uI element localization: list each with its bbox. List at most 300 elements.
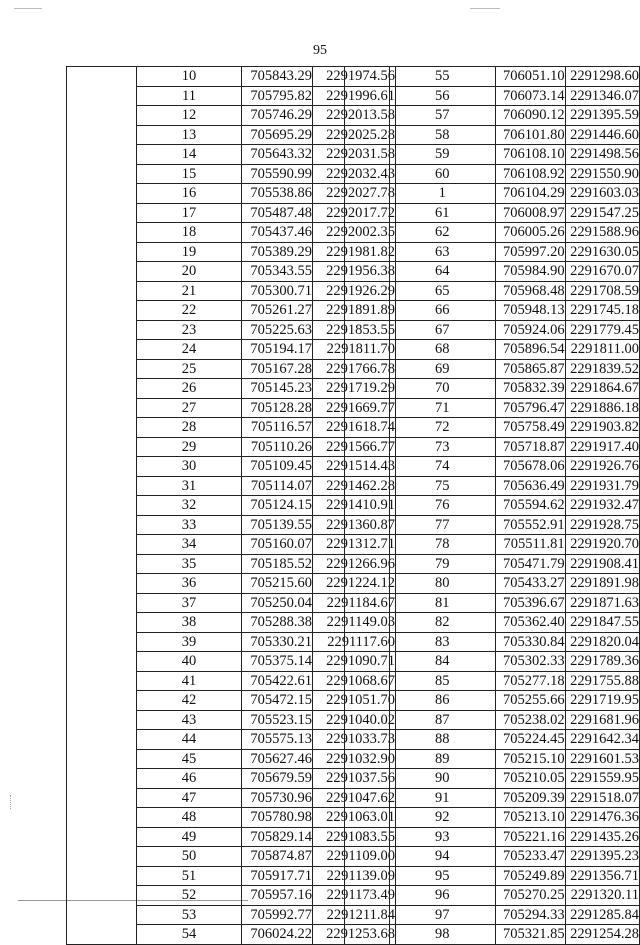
y-coordinate-cell: 2291908.41 — [565, 554, 639, 574]
x-coordinate-cell: 705233.47 — [495, 847, 565, 867]
point-number-cell: 78 — [389, 535, 495, 555]
point-number-cell: 22 — [137, 301, 242, 321]
x-coordinate-cell: 705116.57 — [242, 418, 313, 438]
y-coordinate-cell: 2291956.38 — [313, 262, 396, 282]
y-coordinate-cell: 2291083.55 — [313, 827, 396, 847]
y-coordinate-cell: 2291931.79 — [565, 476, 639, 496]
y-coordinate-cell: 2291886.18 — [565, 398, 639, 418]
scan-edge-mark — [470, 8, 500, 9]
table-row — [345, 281, 640, 301]
point-number-cell: 31 — [137, 476, 242, 496]
y-coordinate-cell: 2291588.96 — [565, 223, 639, 243]
x-coordinate-cell: 705575.13 — [242, 730, 313, 750]
y-coordinate-cell: 2291891.98 — [565, 574, 639, 594]
table-row — [345, 476, 640, 496]
x-coordinate-cell: 705523.15 — [242, 710, 313, 730]
table-row — [345, 613, 640, 633]
y-coordinate-cell: 2291320.11 — [565, 886, 639, 906]
x-coordinate-cell: 706101.80 — [495, 125, 565, 145]
point-number-cell: 67 — [389, 320, 495, 340]
y-coordinate-cell: 2291068.67 — [313, 671, 396, 691]
x-coordinate-cell: 705471.79 — [495, 554, 565, 574]
x-coordinate-cell: 705917.71 — [242, 866, 313, 886]
point-number-cell: 50 — [137, 847, 242, 867]
point-number-cell: 57 — [389, 106, 495, 126]
x-coordinate-cell: 705865.87 — [495, 359, 565, 379]
table-row — [345, 847, 640, 867]
y-coordinate-cell: 2291446.60 — [565, 125, 639, 145]
y-coordinate-cell: 2291184.67 — [313, 593, 396, 613]
point-number-cell: 13 — [137, 125, 242, 145]
y-coordinate-cell: 2291254.28 — [565, 925, 639, 945]
x-coordinate-cell: 705795.82 — [242, 86, 313, 106]
y-coordinate-cell: 2291745.18 — [565, 301, 639, 321]
x-coordinate-cell: 706104.29 — [495, 184, 565, 204]
point-number-cell: 71 — [389, 398, 495, 418]
x-coordinate-cell: 705487.48 — [242, 203, 313, 223]
point-number-cell: 87 — [389, 710, 495, 730]
y-coordinate-cell: 2291498.56 — [565, 145, 639, 165]
point-number-cell: 93 — [389, 827, 495, 847]
x-coordinate-cell: 705511.81 — [495, 535, 565, 555]
x-coordinate-cell: 705213.10 — [495, 808, 565, 828]
y-coordinate-cell: 2291847.55 — [565, 613, 639, 633]
table-row — [345, 691, 640, 711]
x-coordinate-cell: 705594.62 — [495, 496, 565, 516]
point-number-cell: 85 — [389, 671, 495, 691]
y-coordinate-cell: 2291090.71 — [313, 652, 396, 672]
y-coordinate-cell: 2291033.73 — [313, 730, 396, 750]
point-number-cell: 92 — [389, 808, 495, 828]
x-coordinate-cell: 705636.49 — [495, 476, 565, 496]
table-row — [345, 496, 640, 516]
y-coordinate-cell: 2291891.89 — [313, 301, 396, 321]
x-coordinate-cell: 705948.13 — [495, 301, 565, 321]
y-coordinate-cell: 2291047.62 — [313, 788, 396, 808]
scan-edge-mark — [10, 795, 13, 809]
point-number-cell: 1 — [389, 184, 495, 204]
table-row — [345, 223, 640, 243]
point-number-cell: 28 — [137, 418, 242, 438]
table-row — [345, 808, 640, 828]
y-coordinate-cell: 2291518.07 — [565, 788, 639, 808]
point-number-cell: 12 — [137, 106, 242, 126]
point-number-cell: 21 — [137, 281, 242, 301]
table-row — [345, 125, 640, 145]
x-coordinate-cell: 705896.54 — [495, 340, 565, 360]
point-number-cell: 63 — [389, 242, 495, 262]
table-row — [345, 457, 640, 477]
y-coordinate-cell: 2291864.67 — [565, 379, 639, 399]
y-coordinate-cell: 2291559.95 — [565, 769, 639, 789]
x-coordinate-cell: 705277.18 — [495, 671, 565, 691]
x-coordinate-cell: 705678.06 — [495, 457, 565, 477]
table-row — [345, 301, 640, 321]
point-number-cell: 98 — [389, 925, 495, 945]
point-number-cell: 74 — [389, 457, 495, 477]
y-coordinate-cell: 2291996.61 — [313, 86, 396, 106]
table-row — [345, 710, 640, 730]
page-number: 95 — [313, 43, 327, 58]
point-number-cell: 40 — [137, 652, 242, 672]
y-coordinate-cell: 2291642.34 — [565, 730, 639, 750]
point-number-cell: 35 — [137, 554, 242, 574]
x-coordinate-cell: 705924.06 — [495, 320, 565, 340]
y-coordinate-cell: 2291462.28 — [313, 476, 396, 496]
point-number-cell: 29 — [137, 437, 242, 457]
x-coordinate-cell: 705984.90 — [495, 262, 565, 282]
y-coordinate-cell: 2291476.36 — [565, 808, 639, 828]
point-number-cell: 26 — [137, 379, 242, 399]
point-number-cell: 64 — [389, 262, 495, 282]
point-number-cell: 20 — [137, 262, 242, 282]
y-coordinate-cell: 2291708.59 — [565, 281, 639, 301]
y-coordinate-cell: 2291630.05 — [565, 242, 639, 262]
table-row — [345, 164, 640, 184]
y-coordinate-cell: 2292032.43 — [313, 164, 396, 184]
x-coordinate-cell: 705832.39 — [495, 379, 565, 399]
point-number-cell: 59 — [389, 145, 495, 165]
y-coordinate-cell: 2291603.03 — [565, 184, 639, 204]
y-coordinate-cell: 2291601.53 — [565, 749, 639, 769]
point-number-cell: 79 — [389, 554, 495, 574]
x-coordinate-cell: 705343.55 — [242, 262, 313, 282]
x-coordinate-cell: 705185.52 — [242, 554, 313, 574]
x-coordinate-cell: 705210.05 — [495, 769, 565, 789]
x-coordinate-cell: 706090.12 — [495, 106, 565, 126]
y-coordinate-cell: 2291435.26 — [565, 827, 639, 847]
point-number-cell: 96 — [389, 886, 495, 906]
point-number-cell: 41 — [137, 671, 242, 691]
x-coordinate-cell: 705250.04 — [242, 593, 313, 613]
point-number-cell: 95 — [389, 866, 495, 886]
point-number-cell: 33 — [137, 515, 242, 535]
x-coordinate-cell: 705422.61 — [242, 671, 313, 691]
y-coordinate-cell: 2291932.47 — [565, 496, 639, 516]
x-coordinate-cell: 705730.96 — [242, 788, 313, 808]
y-coordinate-cell: 2291356.71 — [565, 866, 639, 886]
y-coordinate-cell: 2291779.45 — [565, 320, 639, 340]
point-number-cell: 89 — [389, 749, 495, 769]
x-coordinate-cell: 705330.84 — [495, 632, 565, 652]
y-coordinate-cell: 2291974.56 — [313, 67, 396, 87]
table-row — [345, 749, 640, 769]
x-coordinate-cell: 705968.48 — [495, 281, 565, 301]
x-coordinate-cell: 705255.66 — [495, 691, 565, 711]
point-number-cell: 43 — [137, 710, 242, 730]
x-coordinate-cell: 705110.26 — [242, 437, 313, 457]
x-coordinate-cell: 705396.67 — [495, 593, 565, 613]
y-coordinate-cell: 2291037.56 — [313, 769, 396, 789]
table-row — [345, 184, 640, 204]
x-coordinate-cell: 705249.89 — [495, 866, 565, 886]
x-coordinate-cell: 705957.16 — [242, 886, 313, 906]
point-number-cell: 86 — [389, 691, 495, 711]
y-coordinate-cell: 2291360.87 — [313, 515, 396, 535]
x-coordinate-cell: 705330.21 — [242, 632, 313, 652]
point-number-cell: 14 — [137, 145, 242, 165]
y-coordinate-cell: 2291312.71 — [313, 535, 396, 555]
table-row — [345, 886, 640, 906]
point-number-cell: 53 — [137, 905, 242, 925]
point-number-cell: 72 — [389, 418, 495, 438]
x-coordinate-cell: 705109.45 — [242, 457, 313, 477]
x-coordinate-cell: 705300.71 — [242, 281, 313, 301]
x-coordinate-cell: 705209.39 — [495, 788, 565, 808]
x-coordinate-cell: 705114.07 — [242, 476, 313, 496]
x-coordinate-cell: 705679.59 — [242, 769, 313, 789]
point-number-cell: 61 — [389, 203, 495, 223]
table-row — [345, 86, 640, 106]
point-number-cell: 23 — [137, 320, 242, 340]
table-row — [345, 866, 640, 886]
point-number-cell: 66 — [389, 301, 495, 321]
y-coordinate-cell: 2291871.63 — [565, 593, 639, 613]
y-coordinate-cell: 2292027.78 — [313, 184, 396, 204]
y-coordinate-cell: 2291669.77 — [313, 398, 396, 418]
x-coordinate-cell: 705167.28 — [242, 359, 313, 379]
y-coordinate-cell: 2291681.96 — [565, 710, 639, 730]
x-coordinate-cell: 706108.92 — [495, 164, 565, 184]
table-row — [345, 145, 640, 165]
x-coordinate-cell: 705718.87 — [495, 437, 565, 457]
x-coordinate-cell: 705992.77 — [242, 905, 313, 925]
y-coordinate-cell: 2291839.52 — [565, 359, 639, 379]
y-coordinate-cell: 2291395.59 — [565, 106, 639, 126]
table-row — [345, 671, 640, 691]
point-number-cell: 58 — [389, 125, 495, 145]
x-coordinate-cell: 705997.20 — [495, 242, 565, 262]
x-coordinate-cell: 705590.99 — [242, 164, 313, 184]
point-number-cell: 65 — [389, 281, 495, 301]
y-coordinate-cell: 2291917.40 — [565, 437, 639, 457]
point-number-cell: 34 — [137, 535, 242, 555]
table-row — [345, 418, 640, 438]
y-coordinate-cell: 2291040.02 — [313, 710, 396, 730]
x-coordinate-cell: 705437.46 — [242, 223, 313, 243]
table-row — [345, 574, 640, 594]
y-coordinate-cell: 2291063.01 — [313, 808, 396, 828]
y-coordinate-cell: 2291032.90 — [313, 749, 396, 769]
point-number-cell: 54 — [137, 925, 242, 945]
y-coordinate-cell: 2291547.25 — [565, 203, 639, 223]
point-number-cell: 17 — [137, 203, 242, 223]
y-coordinate-cell: 2291789.36 — [565, 652, 639, 672]
point-number-cell: 48 — [137, 808, 242, 828]
x-coordinate-cell: 705302.33 — [495, 652, 565, 672]
point-number-cell: 56 — [389, 86, 495, 106]
point-number-cell: 91 — [389, 788, 495, 808]
y-coordinate-cell: 2291211.84 — [313, 905, 396, 925]
point-number-cell: 39 — [137, 632, 242, 652]
y-coordinate-cell: 2291811.70 — [313, 340, 396, 360]
y-coordinate-cell: 2291514.43 — [313, 457, 396, 477]
point-number-cell: 27 — [137, 398, 242, 418]
point-number-cell: 90 — [389, 769, 495, 789]
x-coordinate-cell: 705261.27 — [242, 301, 313, 321]
y-coordinate-cell: 2291550.90 — [565, 164, 639, 184]
blank-column-cell — [67, 67, 137, 945]
x-coordinate-cell: 705294.33 — [495, 905, 565, 925]
x-coordinate-cell: 705224.45 — [495, 730, 565, 750]
point-number-cell: 37 — [137, 593, 242, 613]
point-number-cell: 25 — [137, 359, 242, 379]
point-number-cell: 97 — [389, 905, 495, 925]
x-coordinate-cell: 706008.97 — [495, 203, 565, 223]
y-coordinate-cell: 2291719.29 — [313, 379, 396, 399]
point-number-cell: 38 — [137, 613, 242, 633]
y-coordinate-cell: 2291755.88 — [565, 671, 639, 691]
table-row — [345, 652, 640, 672]
x-coordinate-cell: 705238.02 — [495, 710, 565, 730]
x-coordinate-cell: 706005.26 — [495, 223, 565, 243]
point-number-cell: 80 — [389, 574, 495, 594]
x-coordinate-cell: 706051.10 — [495, 67, 565, 87]
y-coordinate-cell: 2291149.03 — [313, 613, 396, 633]
x-coordinate-cell: 705389.29 — [242, 242, 313, 262]
table-row — [345, 437, 640, 457]
table-row — [345, 320, 640, 340]
y-coordinate-cell: 2292017.72 — [313, 203, 396, 223]
table-row — [345, 203, 640, 223]
point-number-cell: 77 — [389, 515, 495, 535]
coordinates-table-body — [345, 67, 640, 945]
table-row — [345, 730, 640, 750]
point-number-cell: 52 — [137, 886, 242, 906]
coordinates-table-right — [344, 66, 640, 945]
point-number-cell: 94 — [389, 847, 495, 867]
y-coordinate-cell: 2291926.29 — [313, 281, 396, 301]
y-coordinate-cell: 2291410.91 — [313, 496, 396, 516]
y-coordinate-cell: 2291266.96 — [313, 554, 396, 574]
point-number-cell: 32 — [137, 496, 242, 516]
point-number-cell: 19 — [137, 242, 242, 262]
point-number-cell: 46 — [137, 769, 242, 789]
table-row — [345, 827, 640, 847]
table-row — [345, 379, 640, 399]
table-row — [345, 398, 640, 418]
x-coordinate-cell: 705145.23 — [242, 379, 313, 399]
point-number-cell: 15 — [137, 164, 242, 184]
point-number-cell: 81 — [389, 593, 495, 613]
point-number-cell: 88 — [389, 730, 495, 750]
point-number-cell: 76 — [389, 496, 495, 516]
blank-column-cell — [345, 67, 390, 945]
point-number-cell: 42 — [137, 691, 242, 711]
table-row — [345, 925, 640, 945]
x-coordinate-cell: 705746.29 — [242, 106, 313, 126]
point-number-cell: 84 — [389, 652, 495, 672]
y-coordinate-cell: 2291920.70 — [565, 535, 639, 555]
x-coordinate-cell: 705695.29 — [242, 125, 313, 145]
y-coordinate-cell: 2291117.60 — [313, 632, 396, 652]
x-coordinate-cell: 705375.14 — [242, 652, 313, 672]
x-coordinate-cell: 705215.10 — [495, 749, 565, 769]
point-number-cell: 70 — [389, 379, 495, 399]
table-row — [345, 242, 640, 262]
table-row — [345, 262, 640, 282]
y-coordinate-cell: 2292025.28 — [313, 125, 396, 145]
y-coordinate-cell: 2291395.23 — [565, 847, 639, 867]
point-number-cell: 45 — [137, 749, 242, 769]
x-coordinate-cell: 705215.60 — [242, 574, 313, 594]
table-row — [345, 769, 640, 789]
x-coordinate-cell: 705270.25 — [495, 886, 565, 906]
y-coordinate-cell: 2291903.82 — [565, 418, 639, 438]
table-row — [345, 340, 640, 360]
x-coordinate-cell: 706024.22 — [242, 925, 313, 945]
y-coordinate-cell: 2291346.07 — [565, 86, 639, 106]
point-number-cell: 68 — [389, 340, 495, 360]
table-row — [345, 632, 640, 652]
y-coordinate-cell: 2291139.09 — [313, 866, 396, 886]
scan-edge-mark — [14, 8, 42, 9]
table-row — [345, 905, 640, 925]
y-coordinate-cell: 2291853.55 — [313, 320, 396, 340]
point-number-cell: 82 — [389, 613, 495, 633]
table-row — [345, 106, 640, 126]
table-row — [345, 593, 640, 613]
point-number-cell: 83 — [389, 632, 495, 652]
point-number-cell: 51 — [137, 866, 242, 886]
table-row — [345, 359, 640, 379]
point-number-cell: 62 — [389, 223, 495, 243]
point-number-cell: 11 — [137, 86, 242, 106]
x-coordinate-cell: 705874.87 — [242, 847, 313, 867]
y-coordinate-cell: 2291766.78 — [313, 359, 396, 379]
x-coordinate-cell: 705124.15 — [242, 496, 313, 516]
x-coordinate-cell: 705758.49 — [495, 418, 565, 438]
y-coordinate-cell: 2291820.04 — [565, 632, 639, 652]
x-coordinate-cell: 705627.46 — [242, 749, 313, 769]
point-number-cell: 73 — [389, 437, 495, 457]
x-coordinate-cell: 705225.63 — [242, 320, 313, 340]
x-coordinate-cell: 705538.86 — [242, 184, 313, 204]
point-number-cell: 30 — [137, 457, 242, 477]
y-coordinate-cell: 2291670.07 — [565, 262, 639, 282]
y-coordinate-cell: 2291173.49 — [313, 886, 396, 906]
y-coordinate-cell: 2291981.82 — [313, 242, 396, 262]
x-coordinate-cell: 705552.91 — [495, 515, 565, 535]
x-coordinate-cell: 705160.07 — [242, 535, 313, 555]
y-coordinate-cell: 2291719.95 — [565, 691, 639, 711]
x-coordinate-cell: 705321.85 — [495, 925, 565, 945]
table-row — [345, 515, 640, 535]
table-row — [345, 788, 640, 808]
table-row — [345, 67, 640, 87]
x-coordinate-cell: 705288.38 — [242, 613, 313, 633]
x-coordinate-cell: 706108.10 — [495, 145, 565, 165]
x-coordinate-cell: 705780.98 — [242, 808, 313, 828]
table-row — [345, 535, 640, 555]
point-number-cell: 36 — [137, 574, 242, 594]
x-coordinate-cell: 705362.40 — [495, 613, 565, 633]
x-coordinate-cell: 705472.15 — [242, 691, 313, 711]
point-number-cell: 24 — [137, 340, 242, 360]
point-number-cell: 75 — [389, 476, 495, 496]
y-coordinate-cell: 2291566.77 — [313, 437, 396, 457]
point-number-cell: 60 — [389, 164, 495, 184]
point-number-cell: 55 — [389, 67, 495, 87]
x-coordinate-cell: 705829.14 — [242, 827, 313, 847]
y-coordinate-cell: 2292031.58 — [313, 145, 396, 165]
y-coordinate-cell: 2291928.75 — [565, 515, 639, 535]
y-coordinate-cell: 2291253.68 — [313, 925, 396, 945]
point-number-cell: 44 — [137, 730, 242, 750]
y-coordinate-cell: 2292002.35 — [313, 223, 396, 243]
point-number-cell: 69 — [389, 359, 495, 379]
x-coordinate-cell: 705128.28 — [242, 398, 313, 418]
